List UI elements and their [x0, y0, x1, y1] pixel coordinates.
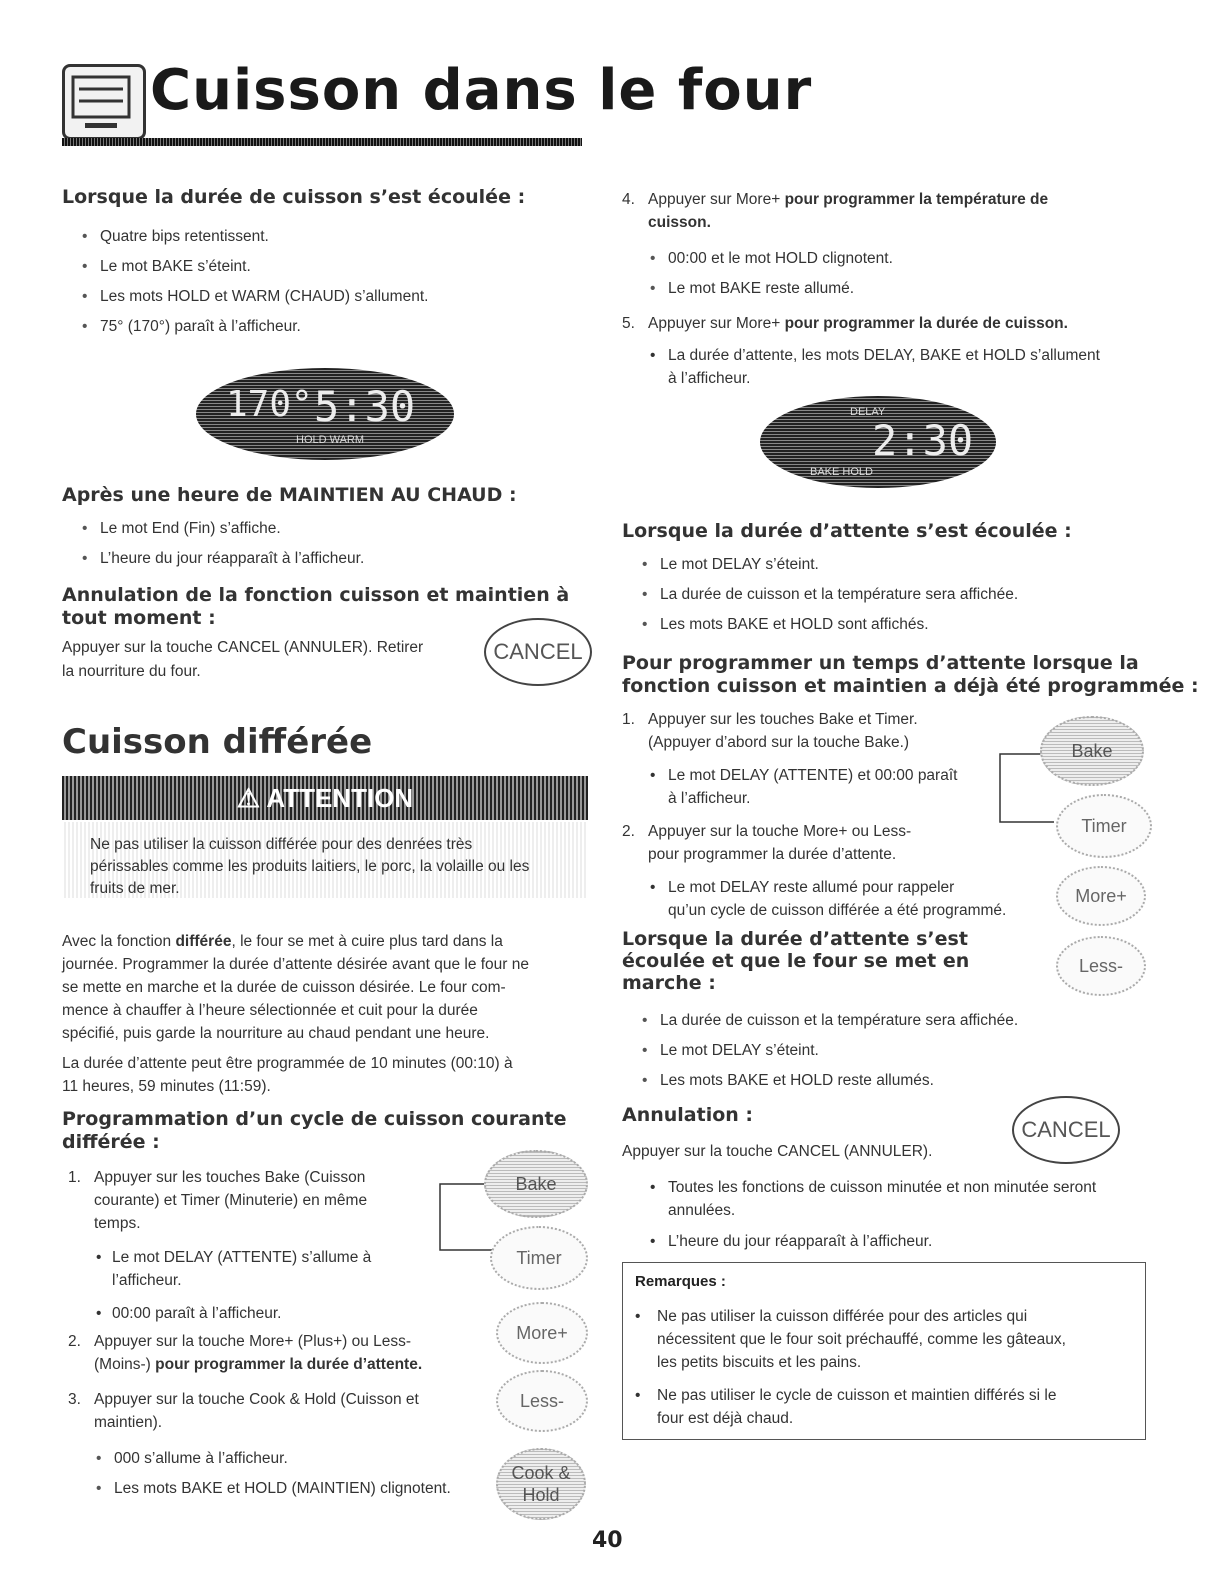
list-item: • Les mots BAKE et HOLD (MAINTIEN) clignotent. — [96, 1474, 516, 1504]
list-item: • L’heure du jour réapparaît à l’afficheur. — [82, 544, 552, 574]
text: temps. — [94, 1215, 141, 1232]
attention-body — [62, 822, 588, 898]
step-number: 1. — [68, 1169, 81, 1186]
heading-cancel: Annulation : — [622, 1104, 754, 1126]
step-number: 4. — [622, 191, 635, 208]
text-bold: cuisson. — [648, 214, 711, 231]
right-step-1 — [622, 708, 982, 754]
heading-line: Lorsque la durée d’attente s’est — [622, 928, 968, 950]
text: spécifié, puis garde la nourriture au chaud pendant une heure. — [62, 1025, 490, 1042]
attention-line: Ne pas utiliser la cuisson différée pour des denrées très — [90, 836, 473, 853]
list-cook-time-elapsed — [82, 222, 552, 342]
page-title: Cuisson dans le four — [150, 58, 813, 123]
step-5-bullet: • La durée d’attente, les mots DELAY, BAKE et HOLD s’allument à l’afficheur. — [650, 344, 1170, 390]
title-rule — [62, 138, 582, 146]
text: L’heure du jour réapparaît à l’afficheur. — [668, 1233, 933, 1250]
list-delay-elapsed-starts — [642, 1006, 1142, 1096]
text: Toutes les fonctions de cuisson minutée et non minutée seront — [668, 1179, 1097, 1196]
text: maintien). — [94, 1414, 163, 1431]
heading-delay-elapsed-starts — [622, 928, 1022, 994]
list-item: • Le mot DELAY s’éteint. — [642, 1036, 1142, 1066]
heading-line: écoulée et que le four se met en — [622, 950, 970, 972]
step-number: 2. — [68, 1333, 81, 1350]
text-bold: pour programmer la température de — [784, 191, 1049, 208]
attention-line: périssables comme les produits laitiers, le porc, la volaille ou les — [90, 858, 530, 875]
text-bold: pour programmer la durée de cuisson. — [784, 315, 1068, 332]
list-item: • 75° (170°) paraît à l’afficheur. — [82, 312, 552, 342]
heading-line: marche : — [622, 972, 716, 994]
display-temp: 170° — [226, 384, 313, 425]
step-number: 3. — [68, 1391, 81, 1408]
text: mence à chauffer à l’heure sélectionnée et cuit pour la durée — [62, 1002, 478, 1019]
text: se mette en marche et la durée de cuisson désirée. Le four com- — [62, 979, 506, 996]
cancel-bullets: • Toutes les fonctions de cuisson minutée et non minutée seront annulées. • L’heure du jour réapparaît à l’afficheur. — [650, 1176, 1170, 1253]
list-item: • Le mot End (Fin) s’affiche. — [82, 514, 552, 544]
page-number: 40 — [592, 1528, 623, 1553]
list-after-warm — [82, 514, 552, 574]
list-item: • Le mot BAKE s’éteint. — [82, 252, 552, 282]
text: nécessitent que le four soit préchauffé, comme les gâteaux, — [657, 1331, 1066, 1348]
display-hold-warm — [196, 368, 454, 460]
key-label: Cook & — [511, 1463, 571, 1483]
text: pour programmer la durée d’attente. — [648, 846, 897, 863]
right-step-2-bullet: • Le mot DELAY reste allumé pour rappeler qu’un cycle de cuisson différée a été programmé. — [650, 876, 1050, 922]
text: courante) et Timer (Minuterie) en même — [94, 1192, 368, 1209]
right-step-2 — [622, 820, 982, 866]
list-item: • Le mot DELAY s’éteint. — [642, 550, 1162, 580]
display-delay — [760, 396, 996, 488]
step-4 — [622, 188, 1162, 234]
timer-key-button[interactable]: Timer — [490, 1226, 588, 1290]
display-time: 2:30 — [872, 416, 974, 465]
timer-key-button[interactable]: Timer — [1056, 794, 1152, 858]
heading-program-delay-existing — [622, 652, 1202, 698]
key-label: Hold — [522, 1485, 560, 1505]
list-item: • Le mot BAKE reste allumé. — [650, 274, 1150, 304]
text: Le mot DELAY (ATTENTE) et 00:00 paraît — [668, 767, 958, 784]
text: La durée d’attente, les mots DELAY, BAKE et HOLD s’allument — [668, 347, 1100, 364]
attention-label: ATTENTION — [266, 783, 414, 813]
bake-key-button[interactable]: Bake — [484, 1150, 588, 1218]
bake-key-button[interactable]: Bake — [1040, 716, 1144, 786]
section-title-delayed-cook: Cuisson différée — [62, 722, 373, 762]
text: (Appuyer d’abord sur la touche Bake.) — [648, 734, 910, 751]
text: à l’afficheur. — [668, 370, 751, 387]
list-item: • Les mots BAKE et HOLD reste allumés. — [642, 1066, 1142, 1096]
step-number: 5. — [622, 315, 635, 332]
text: Ne pas utiliser le cycle de cuisson et maintien différés si le — [657, 1387, 1057, 1404]
list-item: • 00:00 et le mot HOLD clignotent. — [650, 244, 1150, 274]
text: Appuyer sur la touche Cook & Hold (Cuisson et — [94, 1391, 419, 1408]
text: La durée d’attente peut être programmée de 10 minutes (00:10) à — [62, 1055, 513, 1072]
text: four est déjà chaud. — [657, 1410, 794, 1427]
display-time: 5:30 — [314, 382, 416, 431]
text: 11 heures, 59 minutes (11:59). — [62, 1078, 271, 1095]
step-5 — [622, 312, 1162, 335]
text: qu’un cycle de cuisson différée a été programmé. — [668, 902, 1007, 919]
text-bold: différée — [175, 933, 232, 950]
warning-icon: ⚠ — [236, 783, 261, 813]
text: Appuyer sur More+ — [648, 191, 785, 208]
text: Appuyer sur les touches Bake (Cuisson — [94, 1169, 366, 1186]
heading-line: Pour programmer un temps d’attente lorsque la — [622, 652, 1139, 674]
cancel-key-button[interactable]: CANCEL — [1012, 1096, 1120, 1164]
step-3-bullets — [96, 1444, 516, 1504]
list-delay-elapsed — [642, 550, 1162, 640]
step-number: 1. — [622, 711, 635, 728]
step-1-bullets: • Le mot DELAY (ATTENTE) s’allume à l’afficheur. • 00:00 paraît à l’afficheur. — [96, 1246, 476, 1325]
attention-banner — [62, 776, 588, 820]
cancel-text-line2: la nourriture du four. — [62, 663, 201, 680]
text: à l’afficheur. — [668, 790, 751, 807]
more-key-button[interactable]: More+ — [496, 1302, 588, 1364]
heading-cook-time-elapsed: Lorsque la durée de cuisson s’est écoulée : — [62, 186, 526, 208]
text: Appuyer sur les touches Bake et Timer. — [648, 711, 918, 728]
remarks-box — [622, 1262, 1146, 1440]
heading-delay-elapsed: Lorsque la durée d’attente s’est écoulée : — [622, 520, 1072, 542]
cancel-key-button[interactable]: CANCEL — [484, 618, 592, 686]
list-item: • Les mots BAKE et HOLD sont affichés. — [642, 610, 1162, 640]
text: annulées. — [668, 1202, 736, 1219]
heading-line: différée : — [62, 1131, 160, 1153]
text: l’afficheur. — [112, 1272, 182, 1289]
text: Avec la fonction — [62, 933, 176, 950]
list-item: • La durée de cuisson et la température sera affichée. — [642, 1006, 1142, 1036]
display-label: DELAY — [850, 406, 886, 418]
step-number: 2. — [622, 823, 635, 840]
cancel-text: Appuyer sur la touche CANCEL (ANNULER). — [622, 1143, 933, 1160]
intro-paragraph — [62, 930, 592, 1045]
remarks-list: • Ne pas utiliser la cuisson différée pour des articles qui nécessitent que le four soit préchauffé, comme les gâteaux, les petits biscuits et les pains. • Ne pas utiliser le cycle de cuisson et maintien différés si le four est déjà chaud. — [635, 1305, 1135, 1430]
less-key-button[interactable]: Less- — [496, 1370, 588, 1432]
attention-line: fruits de mer. — [90, 880, 180, 897]
text: Appuyer sur la touche More+ ou Less- — [648, 823, 912, 840]
range-paragraph — [62, 1052, 592, 1098]
list-item: • 000 s’allume à l’afficheur. — [96, 1444, 516, 1474]
text: (Moins-) — [94, 1356, 156, 1373]
heading-after-warm: Après une heure de MAINTIEN AU CHAUD : — [62, 484, 517, 506]
list-item: • Les mots HOLD et WARM (CHAUD) s’allument. — [82, 282, 552, 312]
oven-icon — [62, 64, 146, 140]
cook-hold-key-button[interactable] — [496, 1448, 586, 1520]
step-1 — [68, 1166, 468, 1235]
heading-program-delayed — [62, 1108, 567, 1154]
display-label: BAKE HOLD — [810, 466, 873, 478]
text: Appuyer sur More+ — [648, 315, 785, 332]
list-item: • Quatre bips retentissent. — [82, 222, 552, 252]
text: les petits biscuits et les pains. — [657, 1354, 862, 1371]
more-key-button[interactable]: More+ — [1056, 866, 1146, 926]
heading-line: Programmation d’un cycle de cuisson courante — [62, 1108, 567, 1130]
display-label: HOLD WARM — [296, 434, 365, 446]
heading-cancel-anytime: Annulation de la fonction cuisson et maintien à tout moment : — [62, 584, 570, 629]
step-4-bullets — [650, 244, 1150, 304]
right-step-1-bullet: • Le mot DELAY (ATTENTE) et 00:00 paraît à l’afficheur. — [650, 764, 1010, 810]
remarks-title: Remarques : — [635, 1273, 726, 1290]
text: Le mot DELAY reste allumé pour rappeler — [668, 879, 955, 896]
text: Appuyer sur la touche More+ (Plus+) ou Less- — [94, 1333, 412, 1350]
list-item: • La durée de cuisson et la température sera affichée. — [642, 580, 1162, 610]
step-3 — [68, 1388, 488, 1434]
text: , le four se met à cuire plus tard dans la — [231, 933, 503, 950]
text: Ne pas utiliser la cuisson différée pour des articles qui — [657, 1308, 1028, 1325]
text: Le mot DELAY (ATTENTE) s’allume à — [112, 1249, 372, 1266]
step-2 — [68, 1330, 498, 1376]
heading-line: fonction cuisson et maintien a déjà été programmée : — [622, 675, 1199, 697]
text-bold: pour programmer la durée d’attente. — [155, 1356, 423, 1373]
text: 00:00 paraît à l’afficheur. — [112, 1305, 282, 1322]
text: journée. Programmer la durée d’attente désirée avant que le four ne — [62, 956, 530, 973]
less-key-button[interactable]: Less- — [1056, 936, 1146, 996]
cancel-text-line1: Appuyer sur la touche CANCEL (ANNULER). Retirer — [62, 639, 424, 656]
